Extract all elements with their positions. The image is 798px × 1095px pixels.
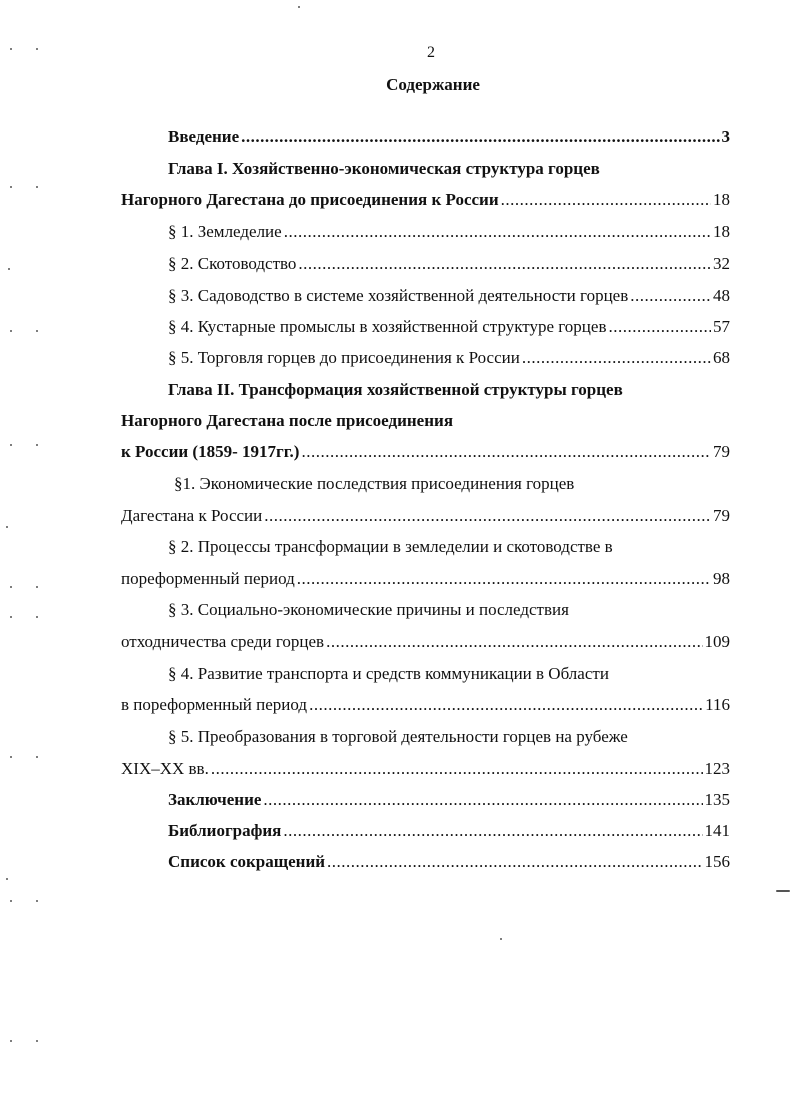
scan-speck bbox=[6, 878, 8, 880]
scan-speck bbox=[10, 1040, 12, 1042]
toc-page: 109 bbox=[704, 632, 730, 651]
toc-entry-bibliography[interactable] bbox=[168, 819, 730, 843]
leader-dots bbox=[501, 188, 711, 212]
leader-dots bbox=[297, 567, 711, 591]
chapter-1-title[interactable]: Глава I. Хозяйственно-экономическая структура горцев bbox=[168, 159, 600, 178]
scan-speck bbox=[36, 48, 38, 50]
toc-entry-conclusion[interactable] bbox=[168, 788, 730, 812]
toc-label: Библиография bbox=[168, 821, 282, 840]
leader-dots bbox=[241, 125, 719, 149]
toc-label: XIX–XX вв. bbox=[121, 759, 209, 778]
leader-dots bbox=[309, 693, 703, 717]
page-number: 2 bbox=[427, 44, 435, 61]
page-title: Содержание bbox=[386, 75, 480, 94]
toc-entry-abbreviations[interactable] bbox=[168, 850, 730, 874]
toc-entry-section[interactable] bbox=[168, 284, 730, 308]
leader-dots bbox=[327, 850, 702, 874]
toc-entry-section[interactable] bbox=[168, 346, 730, 370]
toc-page: 79 bbox=[713, 442, 730, 461]
scan-speck bbox=[36, 1040, 38, 1042]
toc-page: 3 bbox=[721, 127, 730, 146]
toc-entry-section[interactable] bbox=[121, 567, 730, 591]
scan-speck bbox=[10, 900, 12, 902]
toc-label: Список сокращений bbox=[168, 852, 326, 871]
toc-page: 18 bbox=[713, 222, 730, 241]
scan-speck bbox=[298, 6, 300, 8]
toc-entry-section[interactable] bbox=[168, 252, 730, 276]
scan-speck bbox=[36, 900, 38, 902]
scan-speck bbox=[36, 756, 38, 758]
toc-page: 79 bbox=[713, 506, 730, 525]
section-title-line[interactable]: § 5. Преобразования в торговой деятельности горцев на рубеже bbox=[168, 727, 628, 746]
toc-label: отходничества среди горцев bbox=[121, 632, 325, 651]
toc-label: § 4. Кустарные промыслы в хозяйственной структуре горцев bbox=[168, 317, 607, 336]
leader-dots bbox=[608, 315, 711, 339]
section-title-line[interactable]: § 2. Процессы трансформации в земледелии и скотоводстве в bbox=[168, 537, 613, 556]
scan-speck bbox=[10, 48, 12, 50]
toc-label: Дагестана к России bbox=[121, 506, 263, 525]
scan-speck bbox=[776, 890, 790, 892]
leader-dots bbox=[298, 252, 711, 276]
scan-speck bbox=[500, 938, 502, 940]
toc-page: 141 bbox=[704, 821, 730, 840]
toc-page: 116 bbox=[705, 695, 730, 714]
toc-label: § 3. Садоводство в системе хозяйственной деятельности горцев bbox=[168, 286, 629, 305]
toc-entry-section[interactable] bbox=[121, 630, 730, 654]
leader-dots bbox=[264, 504, 711, 528]
toc-entry-section[interactable] bbox=[168, 220, 730, 244]
scan-speck bbox=[10, 616, 12, 618]
toc-entry-section[interactable] bbox=[121, 504, 730, 528]
chapter-2-title[interactable]: Глава II. Трансформация хозяйственной структуры горцев bbox=[168, 380, 623, 399]
toc-label: в пореформенный период bbox=[121, 695, 308, 714]
leader-dots bbox=[211, 757, 703, 781]
toc-page: 135 bbox=[704, 790, 730, 809]
scan-speck bbox=[6, 526, 8, 528]
scan-speck bbox=[10, 756, 12, 758]
section-title-line[interactable]: §1. Экономические последствия присоединения горцев bbox=[174, 474, 575, 493]
toc-label: § 5. Торговля горцев до присоединения к России bbox=[168, 348, 520, 367]
toc-label: к России (1859- 1917гг.) bbox=[121, 442, 300, 461]
toc-page: 57 bbox=[713, 317, 730, 336]
toc-label: Заключение bbox=[168, 790, 262, 809]
leader-dots bbox=[522, 346, 711, 370]
toc-page: 18 bbox=[713, 190, 730, 209]
toc-label: Нагорного Дагестана до присоединения к России bbox=[121, 190, 499, 209]
toc-label: § 1. Земледелие bbox=[168, 222, 282, 241]
scan-speck bbox=[36, 616, 38, 618]
toc-label: § 2. Скотоводство bbox=[168, 254, 297, 273]
toc-page: 98 bbox=[713, 569, 730, 588]
scan-speck bbox=[36, 186, 38, 188]
toc-entry-section[interactable] bbox=[168, 315, 730, 339]
leader-dots bbox=[326, 630, 702, 654]
scan-speck bbox=[10, 330, 12, 332]
toc-page: 68 bbox=[713, 348, 730, 367]
toc-page: 32 bbox=[713, 254, 730, 273]
scan-speck bbox=[10, 186, 12, 188]
toc-page: 156 bbox=[704, 852, 730, 871]
scan-speck bbox=[10, 444, 12, 446]
toc-page: 48 bbox=[713, 286, 730, 305]
scan-speck bbox=[36, 444, 38, 446]
toc-entry-section[interactable] bbox=[121, 757, 730, 781]
toc-entry-section[interactable] bbox=[121, 693, 730, 717]
leader-dots bbox=[284, 220, 711, 244]
leader-dots bbox=[283, 819, 702, 843]
leader-dots bbox=[263, 788, 702, 812]
section-title-line[interactable]: § 3. Социально-экономические причины и последствия bbox=[168, 600, 569, 619]
scan-speck bbox=[10, 586, 12, 588]
toc-label: пореформенный период bbox=[121, 569, 295, 588]
toc-entry-intro[interactable] bbox=[168, 125, 730, 149]
toc-label: Введение bbox=[168, 127, 240, 146]
section-title-line[interactable]: § 4. Развитие транспорта и средств коммуникации в Области bbox=[168, 664, 609, 683]
scan-speck bbox=[8, 268, 10, 270]
leader-dots bbox=[630, 284, 711, 308]
chapter-2-title-line-2[interactable]: Нагорного Дагестана после присоединения bbox=[121, 411, 454, 430]
toc-page: 123 bbox=[704, 759, 730, 778]
scan-speck bbox=[36, 586, 38, 588]
leader-dots bbox=[301, 440, 711, 464]
scan-speck bbox=[36, 330, 38, 332]
toc-entry-chapter-1[interactable] bbox=[121, 188, 730, 212]
toc-entry-chapter-2[interactable] bbox=[121, 440, 730, 464]
